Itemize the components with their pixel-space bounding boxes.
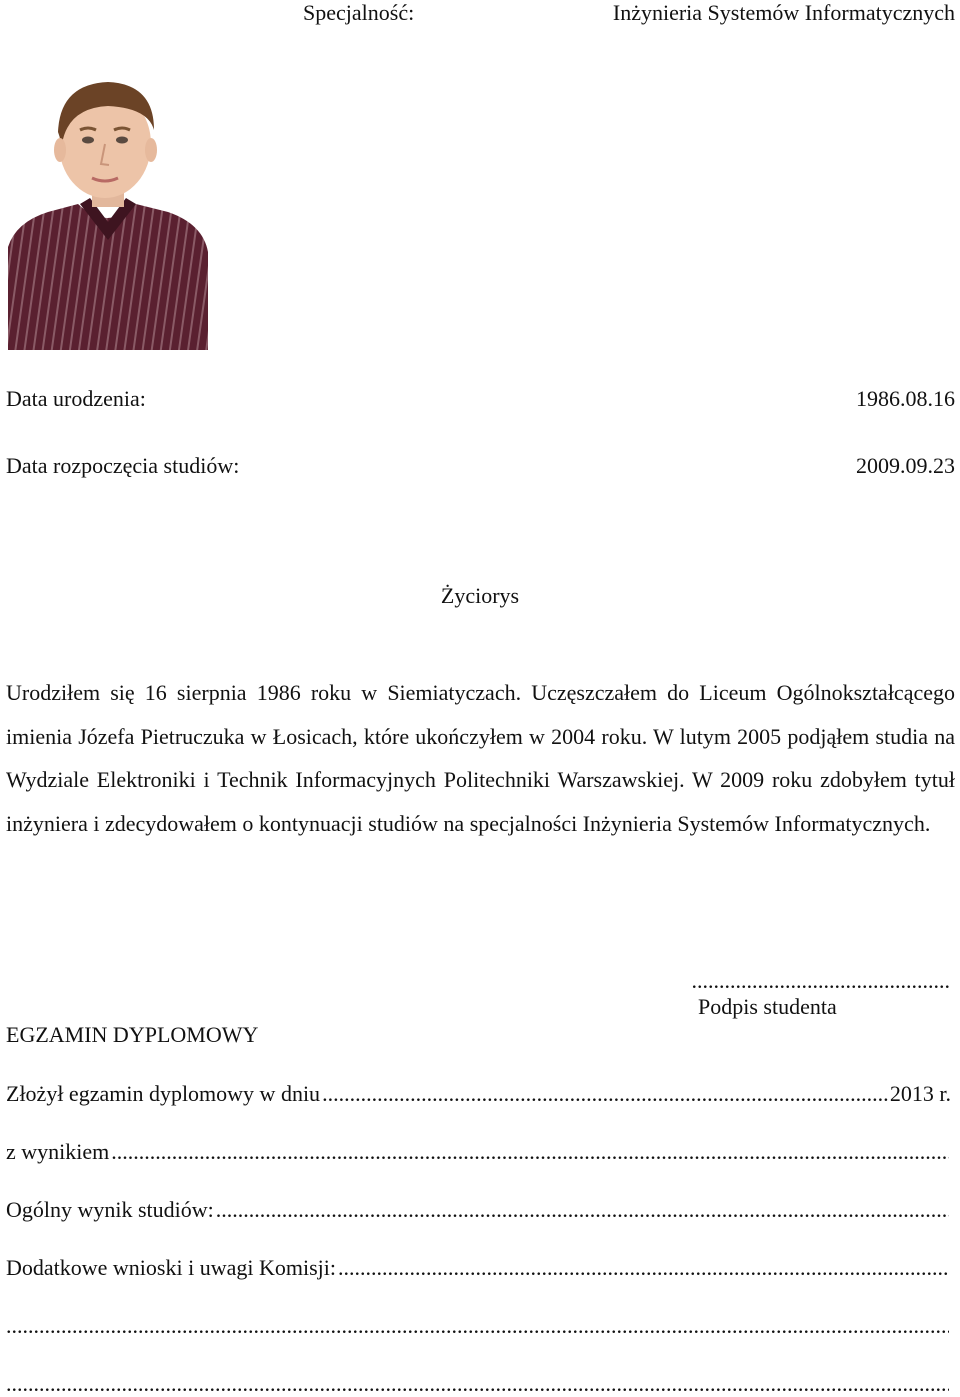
- remarks-label: Dodatkowe wnioski i uwagi Komisji:: [6, 1255, 336, 1280]
- remarks-blank-2: [6, 1313, 949, 1339]
- remarks-blank-3: [6, 1371, 949, 1397]
- specialization-label: Specjalność:: [303, 0, 415, 25]
- exam-result-label: z wynikiem: [6, 1139, 110, 1164]
- overall-result-label: Ogólny wynik studiów:: [6, 1197, 214, 1222]
- remarks-line-2: [6, 1313, 951, 1339]
- exam-result-line: [6, 1139, 951, 1165]
- signature-label: Podpis studenta: [698, 994, 837, 1019]
- cv-heading: Życiorys: [440, 583, 520, 608]
- exam-date-suffix: 2013 r.: [889, 1081, 951, 1106]
- birth-date-row: [6, 386, 955, 412]
- remarks-line: [6, 1255, 951, 1281]
- exam-date-label: Złożył egzamin dyplomowy w dniu: [6, 1081, 321, 1106]
- study-start-value: 2009.09.23: [856, 453, 955, 478]
- exam-result-blank: [111, 1139, 949, 1165]
- overall-result-blank: [216, 1197, 949, 1223]
- specialization-value: Inżynieria Systemów Informatycznych: [612, 0, 955, 25]
- student-portrait-icon: [8, 72, 208, 350]
- signature-line: ...............................................: [691, 968, 950, 993]
- birth-date-label: Data urodzenia:: [6, 386, 146, 411]
- bio-paragraph: Urodziłem się 16 sierpnia 1986 roku w Siemiatyczach. Uczęszczałem do Liceum Ogólnokształcącego imienia Józefa Pietruczuka w Łosicach, które ukończyłem w 2004 roku. W lutym 2005 podjąłem studia na Wydziale Elektroniki i Technik Informacyjnych Politechniki Warszawskiej. W 2009 roku zdobyłem tytuł inżyniera i zdecydowałem o kontynuacji studiów na specjalności Inżynieria Systemów Informatycznych.: [6, 680, 955, 836]
- exam-date-line: [6, 1081, 951, 1107]
- remarks-blank: [338, 1255, 949, 1281]
- overall-result-line: [6, 1197, 951, 1223]
- birth-date-value: 1986.08.16: [856, 386, 955, 411]
- exam-date-blank: [322, 1081, 888, 1107]
- exam-title: EGZAMIN DYPLOMOWY: [6, 1022, 259, 1047]
- study-start-row: [6, 453, 955, 479]
- remarks-line-3: [6, 1371, 951, 1397]
- study-start-label: Data rozpoczęcia studiów:: [6, 453, 240, 478]
